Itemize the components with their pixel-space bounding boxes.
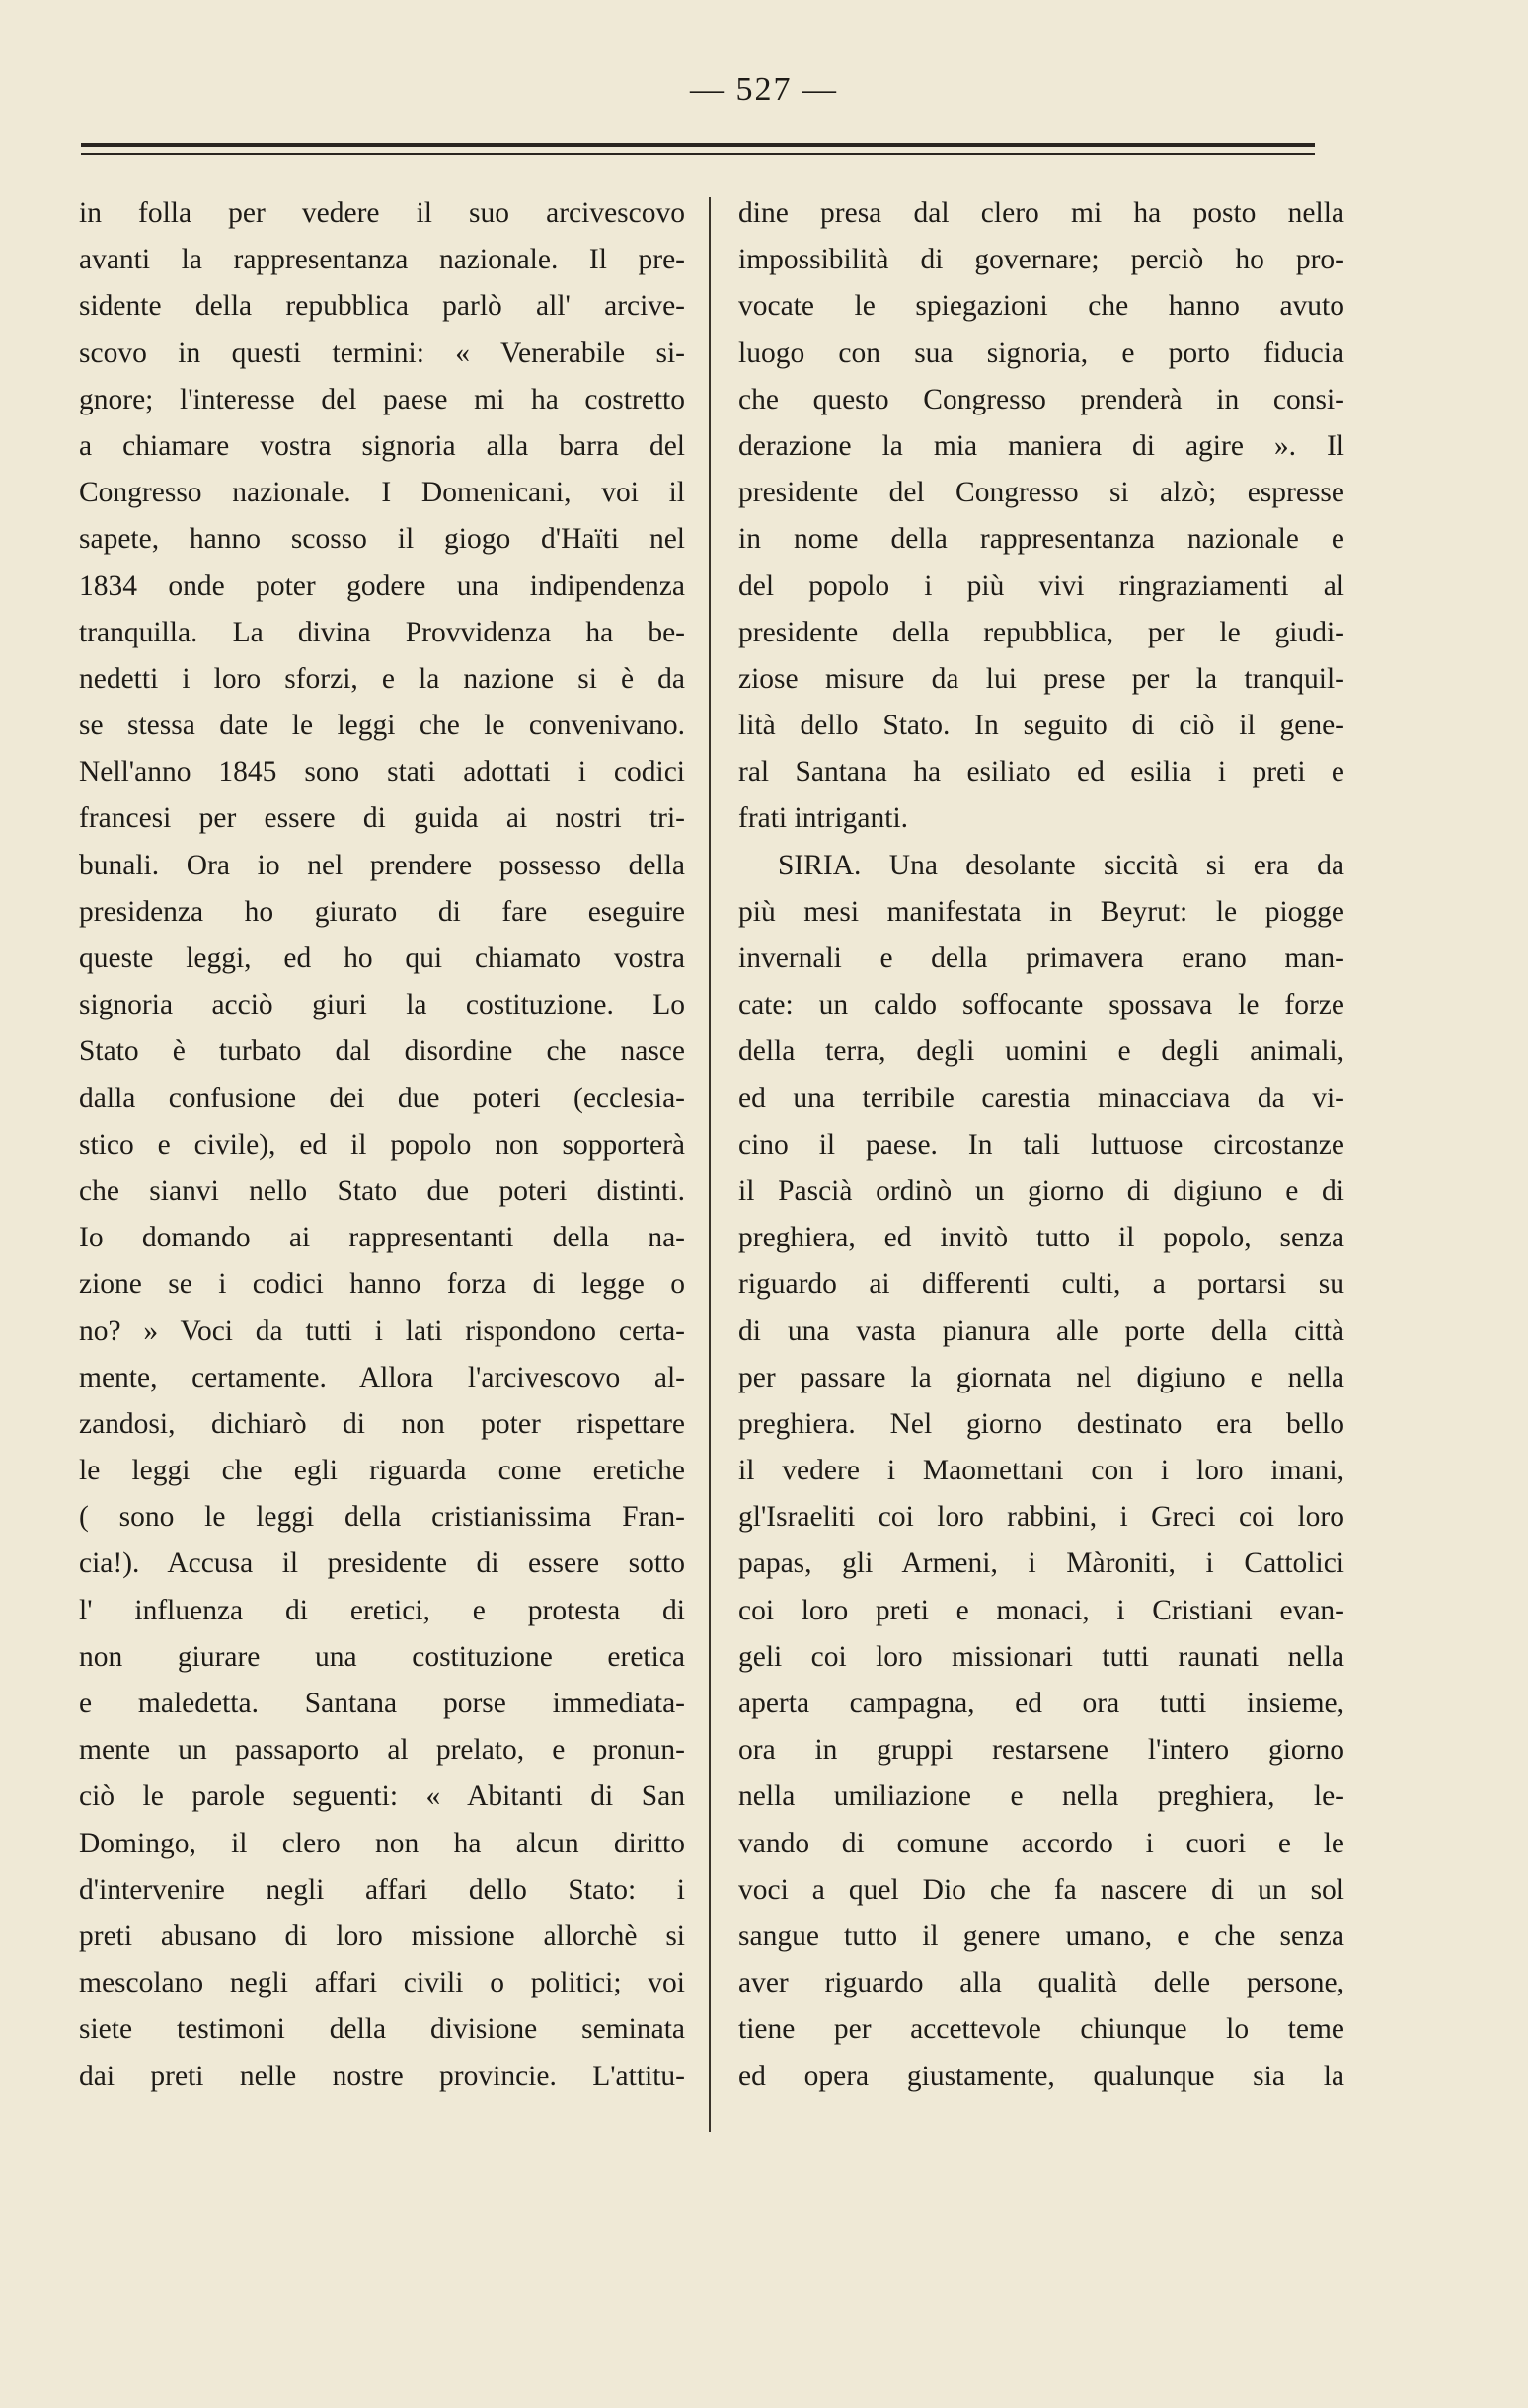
text-line: le leggi che egli riguarda come eretiche <box>79 1455 685 1487</box>
text-line: ed opera giustamente, qualunque sia la <box>738 2060 1344 2092</box>
text-line: lità dello Stato. In seguito di ciò il gene- <box>738 710 1344 742</box>
text-line: a chiamare vostra signoria alla barra del <box>79 429 685 462</box>
text-line: ora in gruppi restarsene l'intero giorno <box>738 1734 1344 1767</box>
text-line: preghiera. Nel giorno destinato era bello <box>738 1407 1344 1440</box>
text-line: dalla confusione dei due poteri (ecclesia- <box>79 1082 685 1114</box>
text-line: riguardo ai differenti culti, a portarsi su <box>738 1268 1344 1301</box>
text-line: cia!). Accusa il presidente di essere sotto <box>79 1547 685 1580</box>
text-line: mente un passaporto al prelato, e pronun- <box>79 1734 685 1767</box>
text-line: l' influenza di eretici, e protesta di <box>79 1594 685 1626</box>
text-line: impossibilità di governare; perciò ho pro- <box>738 244 1344 276</box>
text-line: bunali. Ora io nel prendere possesso della <box>79 849 685 881</box>
header-rule <box>81 143 1315 147</box>
text-line: frati intriganti. <box>738 802 909 835</box>
text-line: queste leggi, ed ho qui chiamato vostra <box>79 942 685 974</box>
text-line: stico e civile), ed il popolo non sopporterà <box>79 1128 685 1161</box>
text-line: presidente della repubblica, per le giudi- <box>738 616 1344 648</box>
text-line: francesi per essere di guida ai nostri tri- <box>79 802 685 835</box>
text-line: 1834 onde poter godere una indipendenza <box>79 569 685 602</box>
text-line: dai preti nelle nostre provincie. L'attitu- <box>79 2060 685 2092</box>
text-line: aperta campagna, ed ora tutti insieme, <box>738 1688 1344 1719</box>
text-line: cino il paese. In tali luttuose circostanze <box>738 1128 1344 1161</box>
text-line: nella umiliazione e nella preghiera, le- <box>738 1780 1344 1813</box>
text-line: sangue tutto il genere umano, e che senza <box>738 1919 1344 1952</box>
text-line: tiene per accettevole chiunque lo teme <box>738 2013 1344 2046</box>
text-line: di una vasta pianura alle porte della città <box>738 1315 1344 1347</box>
text-line: gl'Israeliti coi loro rabbini, i Greci coi loro <box>738 1501 1344 1534</box>
text-line: zione se i codici hanno forza di legge o <box>79 1268 685 1301</box>
text-line: più mesi manifestata in Beyrut: le piogge <box>738 895 1344 928</box>
text-line: zandosi, dichiarò di non poter rispettare <box>79 1407 685 1440</box>
text-line: cate: un caldo soffocante spossava le forze <box>738 989 1344 1021</box>
text-line: Io domando ai rappresentanti della na- <box>79 1222 685 1254</box>
text-line: luogo con sua signoria, e porto fiducia <box>738 337 1344 369</box>
text-line: Domingo, il clero non ha alcun diritto <box>79 1827 685 1859</box>
text-line: presidenza ho giurato di fare eseguire <box>79 895 685 928</box>
text-line: in folla per vedere il suo arcivescovo <box>79 197 685 229</box>
text-line: ed una terribile carestia minacciava da vi- <box>738 1082 1344 1114</box>
text-line: gnore; l'interesse del paese mi ha costretto <box>79 383 685 415</box>
text-line: sapete, hanno scosso il giogo d'Haïti nel <box>79 523 685 556</box>
text-line: preghiera, ed invitò tutto il popolo, senza <box>738 1222 1344 1254</box>
text-line: invernali e della primavera erano man- <box>738 942 1344 974</box>
text-line: scovo in questi termini: « Venerabile si- <box>79 337 685 369</box>
text-line: Nell'anno 1845 sono stati adottati i codici <box>79 756 685 789</box>
text-line: ( sono le leggi della cristianissima Fran- <box>79 1501 685 1534</box>
text-line: voci a quel Dio che fa nascere di un sol <box>738 1873 1344 1906</box>
text-line: ziose misure da lui prese per la tranquil- <box>738 662 1344 695</box>
text-line: d'intervenire negli affari dello Stato: i <box>79 1873 685 1906</box>
text-line: vando di comune accordo i cuori e le <box>738 1827 1344 1859</box>
text-line: no? » Voci da tutti i lati rispondono certa- <box>79 1315 685 1347</box>
text-line: che sianvi nello Stato due poteri distinti. <box>79 1174 685 1207</box>
text-line: derazione la mia maniera di agire ». Il <box>738 429 1344 462</box>
text-line: per passare la giornata nel digiuno e nella <box>738 1361 1344 1393</box>
text-line: tranquilla. La divina Provvidenza ha be- <box>79 616 685 648</box>
text-line: in nome della rappresentanza nazionale e <box>738 523 1344 556</box>
text-line: vocate le spiegazioni che hanno avuto <box>738 290 1344 323</box>
text-line: e maledetta. Santana porse immediata- <box>79 1688 685 1719</box>
text-line: ral Santana ha esiliato ed esilia i preti e <box>738 756 1344 789</box>
page-number: — 527 — <box>690 71 838 108</box>
text-line: papas, gli Armeni, i Màroniti, i Cattolici <box>738 1547 1344 1580</box>
text-line: che questo Congresso prenderà in consi- <box>738 383 1344 415</box>
text-line: avanti la rappresentanza nazionale. Il pre- <box>79 244 685 276</box>
text-line: della terra, degli uomini e degli animali, <box>738 1035 1344 1068</box>
text-line: non giurare una costituzione eretica <box>79 1640 685 1673</box>
text-line: siete testimoni della divisione seminata <box>79 2013 685 2046</box>
text-line: signoria acciò giuri la costituzione. Lo <box>79 989 685 1021</box>
text-line: del popolo i più vivi ringraziamenti al <box>738 569 1344 602</box>
text-line: aver riguardo alla qualità delle persone, <box>738 1967 1344 1999</box>
right-column <box>738 190 1344 2100</box>
text-line: presidente del Congresso si alzò; espresse <box>738 477 1344 509</box>
text-line: il vedere i Maomettani con i loro imani, <box>738 1455 1344 1487</box>
text-line: mente, certamente. Allora l'arcivescovo al- <box>79 1361 685 1393</box>
text-line: mescolano negli affari civili o politici; voi <box>79 1967 685 1999</box>
text-line: coi loro preti e monaci, i Cristiani evan- <box>738 1594 1344 1626</box>
text-line: nedetti i loro sforzi, e la nazione si è da <box>79 662 685 695</box>
header-rule-thin <box>81 153 1315 155</box>
left-column <box>79 190 685 2100</box>
text-line: SIRIA. Una desolante siccità si era da <box>778 849 1344 881</box>
text-line: preti abusano di loro missione allorchè si <box>79 1919 685 1952</box>
text-line: il Pascià ordinò un giorno di digiuno e di <box>738 1174 1344 1207</box>
column-divider <box>709 197 711 2132</box>
text-line: se stessa date le leggi che le convenivano. <box>79 710 685 742</box>
text-line: sidente della repubblica parlò all' arcive- <box>79 290 685 323</box>
text-line: ciò le parole seguenti: « Abitanti di San <box>79 1780 685 1813</box>
text-line: dine presa dal clero mi ha posto nella <box>738 197 1344 229</box>
text-line: Congresso nazionale. I Domenicani, voi il <box>79 477 685 509</box>
text-line: Stato è turbato dal disordine che nasce <box>79 1035 685 1068</box>
text-line: geli coi loro missionari tutti raunati nella <box>738 1640 1344 1673</box>
